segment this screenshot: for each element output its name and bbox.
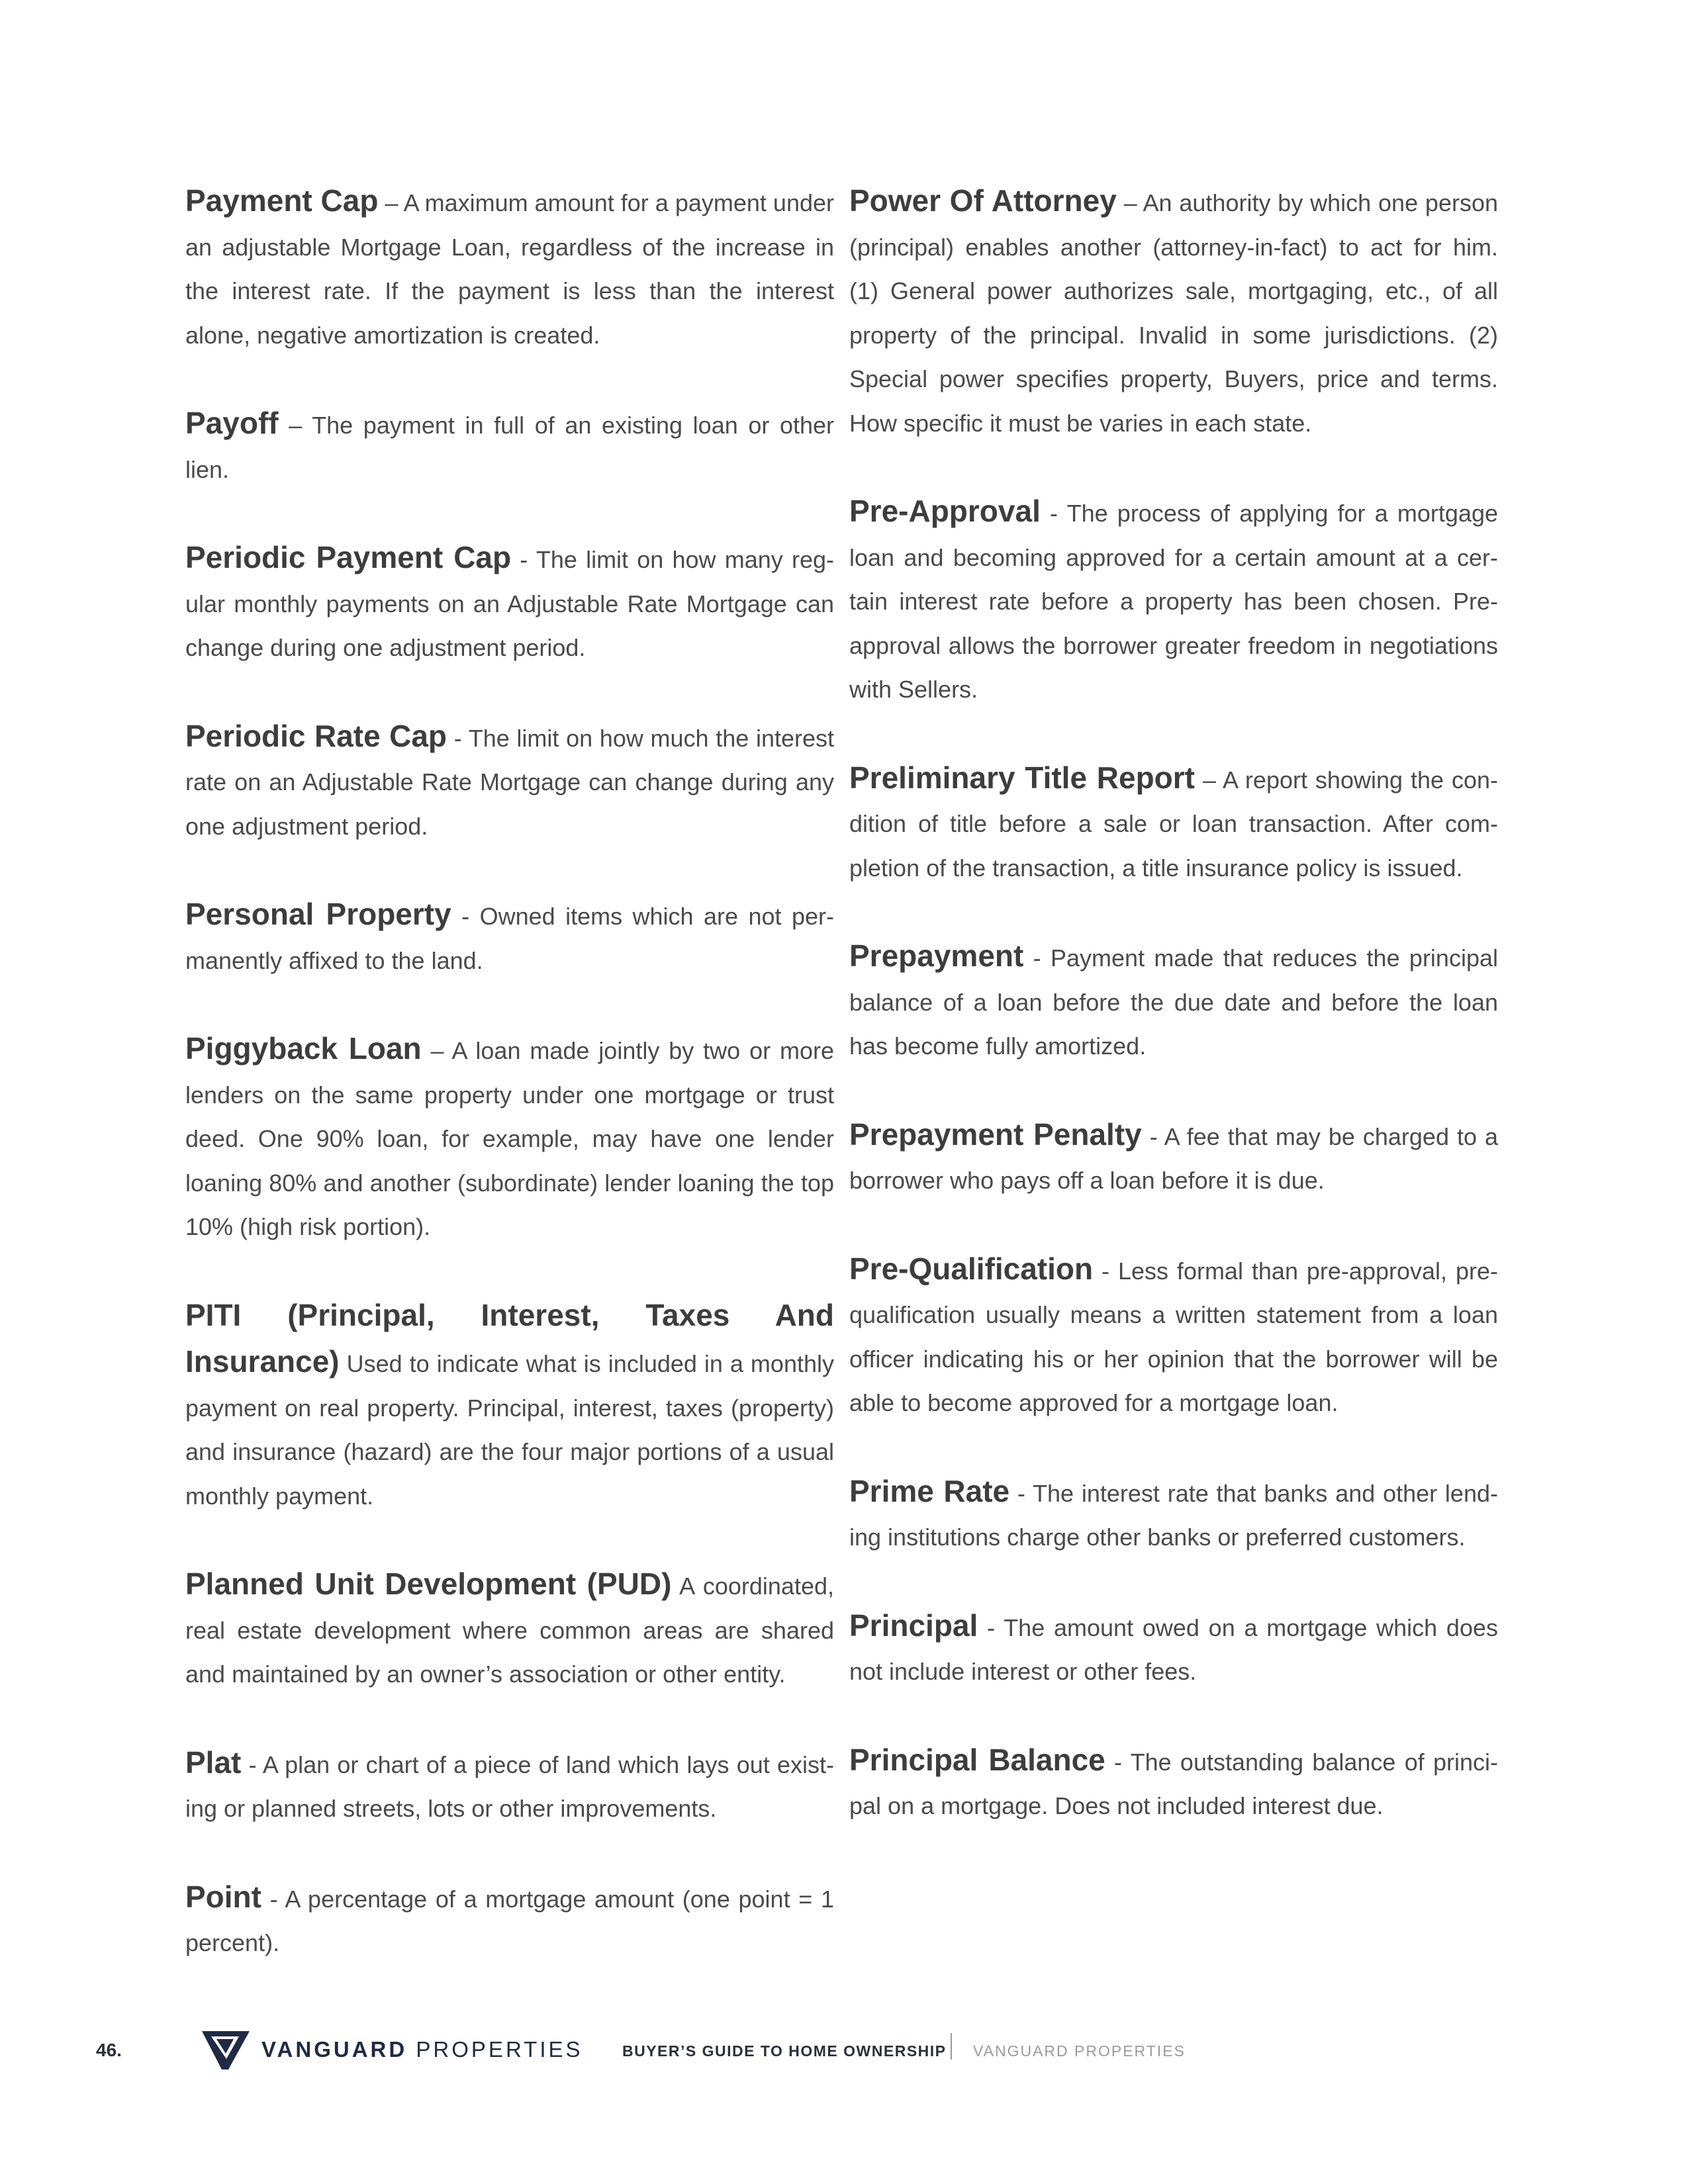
term: Pre-Qualification: [849, 1251, 1094, 1286]
glossary-entry: [185, 1293, 834, 1519]
footer-brand-text: VANGUARD PROPERTIES: [973, 2042, 1186, 2060]
separator: -: [978, 1614, 1004, 1641]
term: Piggyback Loan: [185, 1031, 422, 1066]
vanguard-v-logo-icon: [202, 2028, 250, 2072]
definition: A coordinated, real estate development where common areas are shared and maintained by an owner’s association or other entity.: [185, 1572, 834, 1688]
term: Periodic Payment Cap: [185, 540, 512, 574]
term: Planned Unit Development (PUD): [185, 1567, 672, 1601]
separator: –: [378, 189, 404, 216]
definition: A loan made jointly by two or more lenders on the same property under one mortgage or trust deed. One 90% loan, for example, may have one lender loaning 80% and another (subordinate) lender loaning the top 10% (high risk portion).: [185, 1037, 835, 1240]
term: Periodic Rate Cap: [185, 718, 447, 753]
term: Payoff: [185, 406, 279, 440]
brand-wordmark: [261, 2037, 583, 2062]
glossary-entry: [849, 934, 1498, 1069]
glossary-entry: [849, 1604, 1498, 1694]
definition: The limit on how much the interest rate on an Adjustable Rate Mortgage can change during any one adjustment period.: [185, 724, 834, 840]
definition: An authority by which one person (principal) enables another (attorney-in-fact) to act for him. (1) General power authorizes sale, mortgaging, etc., of all property of the principal. Invalid in some jurisdictions. (2) Special power specifies property, Buyers, price and terms. How specific it must be varies in each state.: [849, 189, 1499, 437]
glossary-entry: [185, 401, 834, 492]
definition: Payment made that reduces the principal balance of a loan before the due date and before the loan has become fully amortized.: [849, 944, 1498, 1060]
definition: A plan or chart of a piece of land which lays out existing or planned streets, lots or other improvements.: [185, 1751, 834, 1822]
separator: -: [1023, 944, 1051, 972]
separator: -: [451, 903, 480, 930]
term: Pre-Approval: [849, 494, 1041, 528]
term: Prepayment Penalty: [849, 1116, 1142, 1152]
separator: –: [1116, 189, 1143, 216]
term: Payment Cap: [185, 183, 379, 218]
separator: -: [1040, 500, 1067, 527]
glossary-column-right: [849, 179, 1498, 1829]
definition: Owned items which are not permanently affixed to the land.: [185, 903, 834, 974]
term: Point: [185, 1879, 261, 1914]
separator: [671, 1572, 679, 1600]
definition: The outstanding balance of principal on a mortgage. Does not included interest due.: [849, 1748, 1499, 1819]
glossary-entry: [849, 179, 1498, 445]
glossary-entry: [849, 756, 1498, 891]
definition: A fee that may be charged to a borrower who pays off a loan before it is due.: [849, 1122, 1498, 1194]
separator: -: [447, 724, 469, 752]
guide-title: BUYER’S GUIDE TO HOME OWNERSHIP: [622, 2042, 947, 2060]
term: Plat: [185, 1745, 242, 1780]
glossary-entry: [185, 1741, 834, 1831]
term: Prepayment: [849, 938, 1024, 973]
definition: Used to indicate what is included in a monthly payment on real property. Principal, interest, taxes (property) and insurance (hazard) are the four major portions of a usual monthly payment.: [185, 1350, 834, 1510]
definition: The amount owed on a mortgage which does not include interest or other fees.: [849, 1614, 1498, 1685]
glossary-column-left: [185, 179, 834, 1966]
term: Principal Balance: [849, 1742, 1105, 1777]
term: Prime Rate: [849, 1473, 1010, 1508]
term: PITI (Principal, Interest, Taxes And Insurance): [185, 1297, 834, 1379]
glossary-entry: [849, 1247, 1498, 1426]
definition: A percentage of a mortgage amount (one point = 1 percent).: [185, 1885, 834, 1956]
glossary-entry: [185, 892, 834, 983]
separator: –: [278, 412, 312, 439]
definition: The limit on how many regular monthly payments on an Adjustable Rate Mortgage can change during one adjustment period.: [185, 546, 834, 661]
separator: -: [241, 1751, 263, 1778]
glossary-entry: [185, 1875, 834, 1966]
brand-word-properties: PROPERTIES: [416, 2037, 583, 2062]
separator: -: [511, 546, 536, 573]
glossary-entry: [185, 535, 834, 670]
separator: -: [1009, 1479, 1033, 1507]
definition: Less formal than pre-approval, prequalification usually means a written statement from a loan officer indicating his or her opinion that the borrower will be able to become approved for a mortgage loan.: [849, 1257, 1498, 1416]
separator: -: [1141, 1122, 1164, 1150]
definition: A maximum amount for a payment under an adjustable Mortgage Loan, regardless of the increase in the interest rate. If the payment is less than the interest alone, negative amortization is created.: [185, 189, 835, 349]
definition: The process of applying for a mortgage loan and becoming approved for a certain amount at a certain interest rate before a property has been chosen. Preapproval allows the borrower greater freedom in negotiations with Sellers.: [849, 500, 1499, 703]
brand-word-vanguard: VANGUARD: [261, 2037, 408, 2062]
separator: -: [261, 1885, 285, 1913]
term: Principal: [849, 1608, 978, 1643]
separator: -: [1105, 1748, 1131, 1776]
glossary-entry: [849, 1469, 1498, 1560]
term: Preliminary Title Report: [849, 760, 1195, 795]
page-number: 46.: [96, 2040, 122, 2060]
glossary-entry: [849, 1738, 1498, 1829]
definition: The interest rate that banks and other lending institutions charge other banks or preferred customers.: [849, 1479, 1498, 1551]
glossary-entry: [185, 714, 834, 849]
separator: –: [1195, 766, 1223, 794]
definition: The payment in full of an existing loan or other lien.: [185, 412, 835, 483]
separator: –: [421, 1037, 452, 1064]
glossary-entry: [849, 489, 1498, 712]
separator: [340, 1350, 347, 1377]
term: Personal Property: [185, 897, 451, 931]
glossary-entry: [185, 1562, 834, 1697]
footer-divider: [951, 2033, 952, 2060]
glossary-entry: [849, 1113, 1498, 1203]
glossary-entry: [185, 179, 834, 357]
term: Power Of Attorney: [849, 183, 1117, 218]
separator: -: [1093, 1257, 1118, 1285]
glossary-entry: [185, 1026, 834, 1250]
definition: A report showing the condition of title before a sale or loan transaction. After completion of the transaction, a title insurance policy is issued.: [849, 766, 1499, 882]
